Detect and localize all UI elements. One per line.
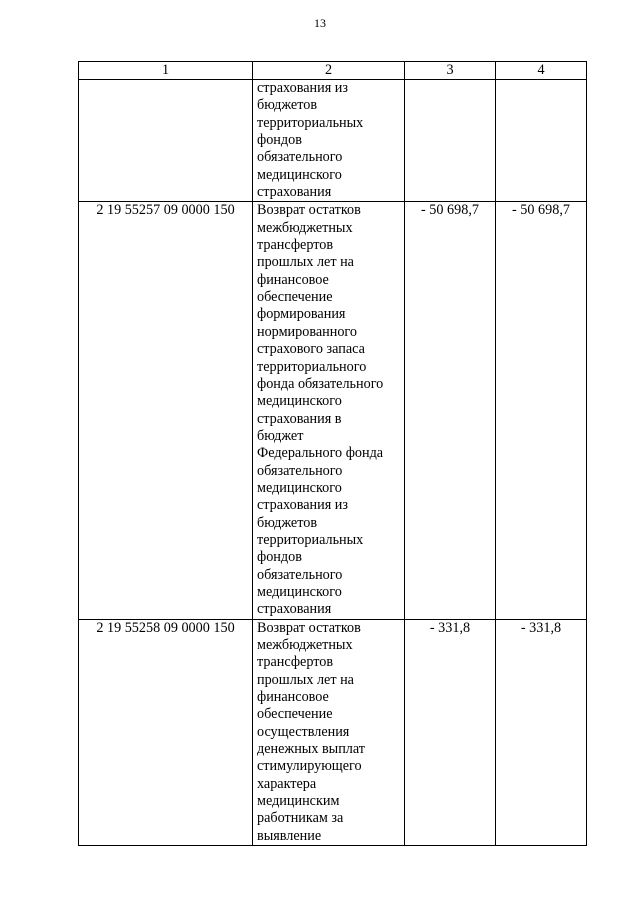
value-cell-col3: - 50 698,7 xyxy=(405,202,496,619)
name-line: страхования xyxy=(257,601,332,618)
name-line: характера xyxy=(257,775,317,792)
budget-table xyxy=(78,61,587,846)
name-line: медицинского xyxy=(257,393,342,410)
name-line: прошлых лет на xyxy=(257,254,354,271)
name-line: медицинского xyxy=(257,583,342,600)
name-line: страхования из xyxy=(257,80,348,96)
table-header-row xyxy=(79,62,587,80)
name-cell xyxy=(253,202,405,619)
name-line: обязательного xyxy=(257,462,343,479)
name-line: территориальных xyxy=(257,531,364,548)
name-cell xyxy=(253,80,405,202)
name-line: обязательного xyxy=(257,149,343,166)
code-cell: 2 19 55257 09 0000 150 xyxy=(79,202,253,619)
name-line: обеспечение xyxy=(257,706,333,723)
code-cell: 2 19 55258 09 0000 150 xyxy=(79,619,253,845)
name-line: фонда обязательного xyxy=(257,375,384,392)
name-line: бюджет xyxy=(257,427,304,444)
name-line: Возврат остатков xyxy=(257,202,361,219)
name-line: Федерального фонда xyxy=(257,445,384,462)
name-line: медицинским xyxy=(257,793,340,810)
name-line: бюджетов xyxy=(257,97,318,114)
value-cell-col4 xyxy=(496,80,587,202)
name-line: финансовое xyxy=(257,271,329,288)
name-line: страхования в xyxy=(257,410,342,427)
name-line: медицинского xyxy=(257,479,342,496)
page-number: 13 xyxy=(314,16,326,30)
name-cell xyxy=(253,619,405,845)
value-cell-col3: - 331,8 xyxy=(405,619,496,845)
name-line: межбюджетных xyxy=(257,219,353,236)
name-line: территориальных xyxy=(257,114,364,131)
name-line: страхования xyxy=(257,184,332,201)
name-line: стимулирующего xyxy=(257,758,362,775)
name-line: осуществления xyxy=(257,723,350,740)
name-line: бюджетов xyxy=(257,514,318,531)
name-line: Возврат остатков xyxy=(257,619,361,636)
name-line: фондов xyxy=(257,549,302,566)
table-row xyxy=(79,202,587,619)
name-line: межбюджетных xyxy=(257,637,353,653)
name-line: страхования из xyxy=(257,497,348,514)
value-cell-col4: - 331,8 xyxy=(496,619,587,845)
name-line: прошлых лет на xyxy=(257,671,354,688)
column-header-1: 1 xyxy=(79,62,253,80)
name-line: трансфертов xyxy=(257,654,334,671)
name-line: медицинского xyxy=(257,166,342,183)
value-cell-col4: - 50 698,7 xyxy=(496,202,587,619)
column-header-2: 2 xyxy=(253,62,405,80)
table-row xyxy=(79,619,587,845)
name-line: страхового запаса xyxy=(257,341,365,358)
name-line: финансовое xyxy=(257,689,329,706)
name-line: трансфертов xyxy=(257,237,334,254)
column-header-4: 4 xyxy=(496,62,587,80)
name-line: нормированного xyxy=(257,323,357,340)
name-line: денежных выплат xyxy=(257,741,366,758)
code-cell xyxy=(79,80,253,202)
name-line: формирования xyxy=(257,306,346,323)
name-line: работникам за xyxy=(257,810,344,827)
table-row xyxy=(79,80,587,202)
name-line: обеспечение xyxy=(257,289,333,306)
name-line: фондов xyxy=(257,132,302,149)
name-line: выявление xyxy=(257,827,322,844)
value-cell-col3 xyxy=(405,80,496,202)
name-line: территориального xyxy=(257,358,367,375)
name-line: обязательного xyxy=(257,566,343,583)
column-header-3: 3 xyxy=(405,62,496,80)
